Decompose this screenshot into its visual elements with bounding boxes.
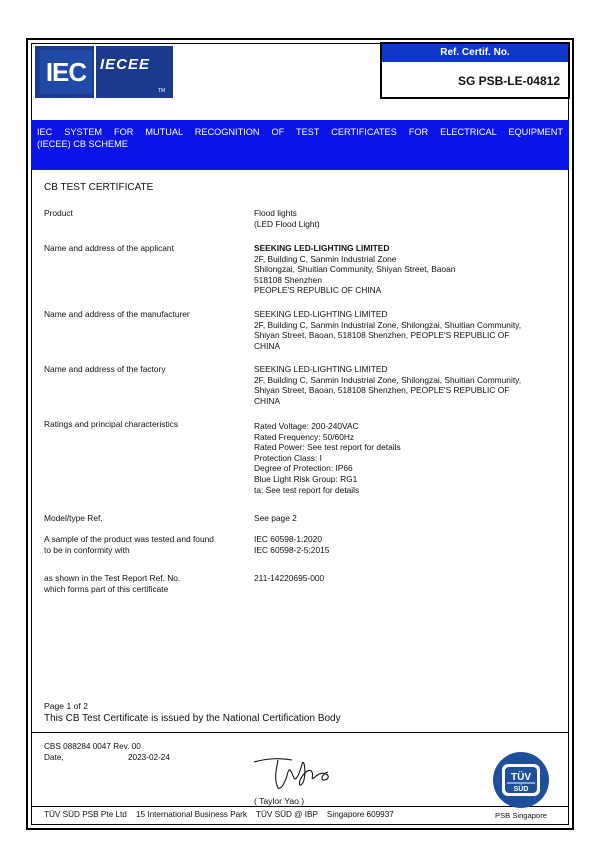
- ref-certif-number: SG PSB-LE-04812: [457, 74, 560, 88]
- ratings-value: [254, 421, 564, 495]
- scheme-header-line2: (IECEE) CB SCHEME: [37, 139, 128, 149]
- tuv-logo-top: TÜV: [511, 772, 531, 783]
- iec-logo-text: IEC: [40, 50, 92, 94]
- trademark-mark: TM: [158, 88, 166, 94]
- rating-item: Rated Power: See test report for details: [254, 442, 401, 453]
- tuv-logo-caption: PSB Singapore: [495, 811, 547, 820]
- report-number: 211-14220695-000: [254, 573, 325, 583]
- rating-item: Blue Light Risk Group: RG1: [254, 473, 358, 484]
- scheme-header-bar: [31, 120, 569, 170]
- scheme-header-line1: IEC SYSTEM FOR MUTUAL RECOGNITION OF TEST CERTIFICATES FOR ELECTRICAL EQUIPMENT: [37, 127, 563, 137]
- manufacturer-value: SEEKING LED-LIGHTING LIMITED 2F, Building C, Sanmin Industrial Zone, Shilongzai, Shuitian Community, Shiyan Street, Baoan, 518108 Shenzhen, PEOPLE'S REPUBLIC OF CHINA: [254, 309, 522, 351]
- iecee-logo-text: IECEE: [100, 56, 151, 73]
- applicant-value: SEEKING LED-LIGHTING LIMITED 2F, Building C, Sanmin Industrial Zone Shilongzai, Shuitian Community, Shiyan Street, Baoan 518108 Shenzhen PEOPLE'S REPUBLIC OF CHINA: [254, 243, 564, 296]
- factory-value: SEEKING LED-LIGHTING LIMITED 2F, Building C, Sanmin Industrial Zone, Shilongzai, Shuitian Community, Shiyan Street, Baoan, 518108 Shenzhen, PEOPLE'S REPUBLIC OF CHINA: [254, 364, 522, 406]
- certificate-title: CB TEST CERTIFICATE: [44, 182, 154, 193]
- divider: [31, 732, 569, 733]
- applicant-label: Name and address of the applicant: [44, 243, 174, 253]
- rating-item: Degree of Protection: IP66: [254, 463, 353, 474]
- rating-item: ta: See test report for details: [254, 484, 360, 495]
- applicant-name: SEEKING LED-LIGHTING LIMITED: [254, 243, 390, 253]
- date-value: 2023-02-24: [128, 753, 170, 762]
- ratings-label: Ratings and principal characteristics: [44, 419, 179, 429]
- date-label: Date,: [44, 753, 64, 762]
- product-value: Flood lights (LED Flood Light): [254, 208, 320, 229]
- standards-label: A sample of the product was tested and found to be in conformity with: [44, 534, 214, 555]
- signer-name: ( Taylor Yao ): [254, 796, 305, 806]
- rating-item: Rated Frequency: 50/60Hz: [254, 431, 355, 442]
- model-label: Model/type Ref.: [44, 513, 103, 523]
- standards-value: IEC 60598-1:2020 IEC 60598-2-5:2015: [254, 534, 330, 555]
- reference-certificate-box: [380, 42, 570, 99]
- rating-item: Protection Class: I: [254, 452, 322, 463]
- manufacturer-label: Name and address of the manufacturer: [44, 309, 190, 319]
- cbs-reference: CBS 088284 0047 Rev. 00: [44, 742, 141, 751]
- product-label: Product: [44, 208, 73, 218]
- ref-certif-label: Ref. Certif. No.: [382, 44, 568, 62]
- factory-label: Name and address of the factory: [44, 364, 166, 374]
- footer-address: TÜV SÜD PSB Pte Ltd 15 International Business Park TÜV SÜD @ IBP Singapore 609937: [44, 810, 394, 819]
- tuv-sud-logo: [488, 750, 554, 810]
- issued-statement: This CB Test Certificate is issued by the National Certification Body: [44, 713, 341, 724]
- tuv-logo-bottom: SÜD: [513, 786, 529, 793]
- report-label: as shown in the Test Report Ref. No. which forms part of this certificate: [44, 573, 181, 594]
- model-value: See page 2: [254, 513, 297, 523]
- rating-item: Rated Voltage: 200-240VAC: [254, 421, 359, 431]
- page-number: Page 1 of 2: [44, 701, 88, 711]
- signature-image: [248, 750, 348, 792]
